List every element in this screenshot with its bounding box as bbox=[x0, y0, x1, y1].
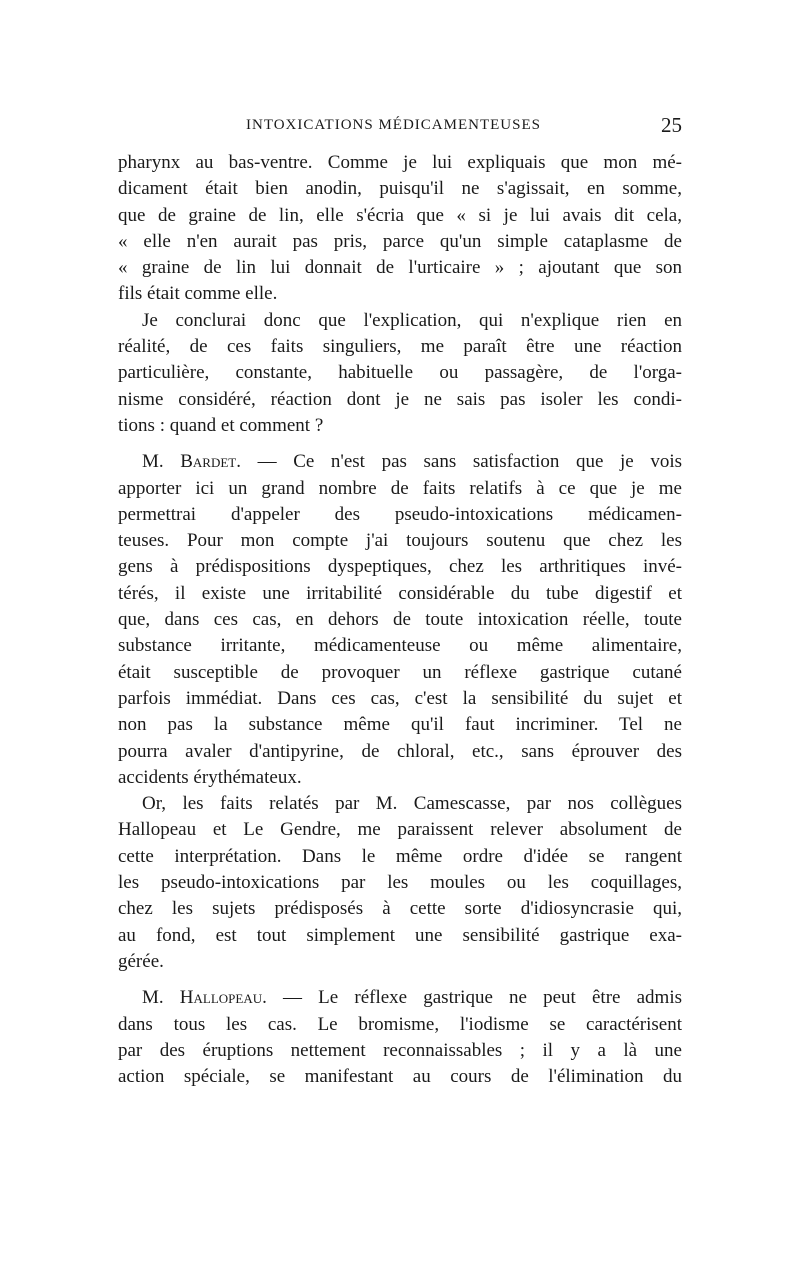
text-line: action spéciale, se manifestant au cours de l'élimination du bbox=[118, 1066, 682, 1088]
text-line: Hallopeau et Le Gendre, me paraissent relever absolument de bbox=[118, 819, 682, 841]
text-line: permettrai d'appeler des pseudo-intoxications médicamen- bbox=[118, 503, 682, 525]
paragraph bbox=[118, 308, 682, 439]
text-line: gérée. bbox=[118, 950, 164, 972]
text-line: réalité, de ces faits singuliers, me paraît être une réaction bbox=[118, 336, 682, 358]
speaker-prefix: M. bbox=[142, 987, 180, 1009]
speaker-line bbox=[118, 449, 682, 475]
running-title: INTOXICATIONS MÉDICAMENTEUSES bbox=[246, 117, 541, 133]
text-line: non pas la substance même qu'il faut incriminer. Tel ne bbox=[118, 714, 682, 736]
text-line: nisme considéré, réaction dont je ne sais pas isoler les condi- bbox=[118, 388, 682, 410]
text-line: chez les sujets prédisposés à cette sorte d'idiosyncrasie qui, bbox=[118, 898, 682, 920]
paragraph bbox=[118, 449, 682, 791]
text-line: pourra avaler d'antipyrine, de chloral, etc., sans éprouver des bbox=[118, 740, 682, 762]
text-line: substance irritante, médicamenteuse ou même alimentaire, bbox=[118, 635, 682, 657]
text-line: pharynx au bas-ventre. Comme je lui expliquais que mon mé- bbox=[118, 152, 682, 173]
text-line: apporter ici un grand nombre de faits relatifs à ce que je me bbox=[118, 477, 682, 499]
text-line: gens à prédispositions dyspeptiques, chez les arthritiques invé- bbox=[118, 556, 682, 578]
text-line: tions : quand et comment ? bbox=[118, 414, 324, 436]
text-line: particulière, constante, habituelle ou passagère, de l'orga- bbox=[118, 362, 682, 384]
speaker-line-rest: . — Le réflexe gastrique ne peut être admis bbox=[262, 987, 682, 1009]
paragraph-gap bbox=[118, 439, 682, 449]
speaker-prefix: M. bbox=[142, 451, 181, 473]
speaker-name: Bardet bbox=[180, 451, 237, 473]
speaker-name: Hallopeau bbox=[179, 987, 263, 1009]
text-line: que de graine de lin, elle s'écria que « si je lui avais dit cela, bbox=[118, 204, 682, 226]
speaker-line bbox=[118, 985, 682, 1011]
text-line: accidents érythémateux. bbox=[118, 766, 302, 788]
text-line: térés, il existe une irritabilité considérable du tube digestif et bbox=[118, 582, 682, 604]
paragraph bbox=[118, 791, 682, 975]
speaker-line-rest: . — Ce n'est pas sans satisfaction que je vois bbox=[236, 451, 682, 473]
text-line: au fond, est tout simplement une sensibilité gastrique exa- bbox=[118, 924, 682, 946]
text-line: dicament était bien anodin, puisqu'il ne s'agissait, en somme, bbox=[118, 178, 682, 200]
paragraph bbox=[118, 150, 682, 308]
text-line: « graine de lin lui donnait de l'urticaire » ; ajoutant que son bbox=[118, 257, 682, 279]
text-line: dans tous les cas. Le bromisme, l'iodisme se caractérisent bbox=[118, 1013, 682, 1035]
text-line: « elle n'en aurait pas pris, parce qu'un simple cataplasme de bbox=[118, 230, 682, 252]
paragraph bbox=[118, 985, 682, 1090]
text-line: était susceptible de provoquer un réflexe gastrique cutané bbox=[118, 661, 682, 683]
text-line: que, dans ces cas, en dehors de toute intoxication réelle, toute bbox=[118, 609, 682, 631]
text-line: teuses. Pour mon compte j'ai toujours soutenu que chez les bbox=[118, 530, 682, 552]
text-line: les pseudo-intoxications par les moules ou les coquillages, bbox=[118, 872, 682, 894]
body-text bbox=[118, 150, 682, 1090]
text-line: fils était comme elle. bbox=[118, 283, 278, 305]
text-line: Or, les faits relatés par M. Camescasse, par nos collègues bbox=[142, 793, 682, 815]
running-header bbox=[118, 113, 682, 143]
paragraph-gap bbox=[118, 975, 682, 985]
text-line: parfois immédiat. Dans ces cas, c'est la sensibilité du sujet et bbox=[118, 687, 682, 709]
text-line: cette interprétation. Dans le même ordre d'idée se rangent bbox=[118, 845, 682, 867]
page-number: 25 bbox=[661, 113, 682, 137]
text-line: par des éruptions nettement reconnaissables ; il y a là une bbox=[118, 1039, 682, 1061]
text-line: Je conclurai donc que l'explication, qui n'explique rien en bbox=[142, 309, 682, 331]
